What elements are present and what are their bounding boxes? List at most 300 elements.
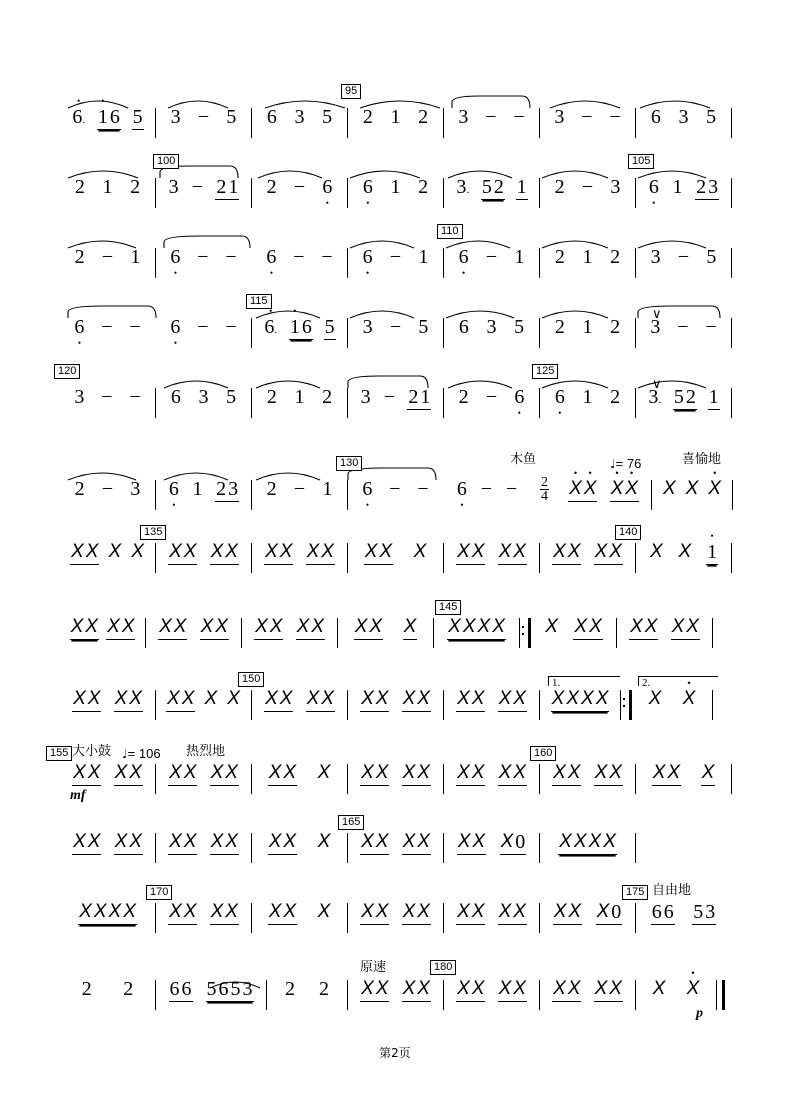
note-group [70, 616, 99, 640]
note: − [581, 176, 594, 198]
measure[interactable] [636, 386, 731, 426]
note-group [200, 616, 229, 640]
note: X [265, 541, 278, 562]
note: X [73, 831, 86, 852]
measure[interactable] [444, 176, 539, 216]
note: X [477, 616, 491, 637]
note-group [158, 616, 187, 640]
note: X [215, 616, 228, 637]
measure[interactable] [156, 176, 251, 216]
note-group [407, 386, 431, 410]
measure[interactable] [636, 246, 731, 286]
note: 5 [706, 246, 717, 268]
measure[interactable] [540, 386, 635, 426]
note: 6 • [361, 478, 373, 500]
measure[interactable] [444, 688, 539, 728]
note-group [354, 616, 383, 640]
note-group [210, 831, 239, 855]
note: − [101, 386, 113, 408]
note: 6 [181, 978, 192, 1000]
note: 2 [610, 246, 621, 268]
note: X [93, 901, 107, 922]
note: X [471, 901, 485, 922]
measure[interactable] [156, 688, 251, 728]
note: − [581, 106, 593, 128]
bar-number: 100 [153, 154, 179, 169]
note: − [129, 316, 141, 338]
music-system [60, 295, 740, 360]
note: 5 [481, 176, 492, 198]
measure[interactable] [60, 901, 155, 941]
music-system [58, 365, 740, 430]
note: 1 [582, 316, 593, 338]
note-group [289, 316, 313, 340]
note: 6 [266, 106, 277, 128]
note-group [210, 541, 239, 565]
measure[interactable] [444, 762, 539, 802]
note: X [87, 762, 101, 783]
bar-number: 130 [336, 456, 362, 471]
note: 6 • [168, 478, 180, 500]
note: X [225, 762, 238, 783]
measure[interactable] [60, 386, 155, 426]
note: − [705, 316, 717, 338]
note: 2 [408, 386, 419, 408]
note: 3 [168, 176, 179, 198]
note: 1 [294, 386, 305, 408]
note-group [70, 541, 99, 565]
measure[interactable] [156, 978, 266, 1018]
measure[interactable] [636, 316, 731, 356]
measure[interactable] [242, 616, 337, 656]
bar-number: 160 [530, 746, 556, 761]
note: X [417, 762, 430, 783]
note: 2 [685, 386, 696, 408]
time-signature-stack [536, 476, 553, 503]
note: X [603, 831, 616, 852]
note: X [457, 901, 470, 922]
measure[interactable] [156, 386, 251, 426]
measure[interactable] [60, 316, 155, 356]
note: X [472, 831, 486, 852]
note: X [568, 901, 582, 922]
note: 3 [170, 106, 181, 128]
note: 3 [294, 106, 305, 128]
note-group [168, 901, 197, 925]
note: X [114, 831, 128, 852]
note: X [85, 616, 98, 637]
note-group [568, 478, 597, 502]
note: X [457, 688, 470, 709]
barline [731, 108, 732, 138]
bar-number: 120 [54, 364, 80, 379]
bar-number: 180 [430, 960, 456, 975]
note-group [447, 616, 506, 640]
music-system [60, 958, 740, 1020]
measure[interactable] [252, 106, 347, 146]
measure[interactable] [252, 176, 347, 216]
note: X [574, 616, 588, 637]
note: X [471, 762, 485, 783]
note: 3. [648, 386, 662, 408]
measure[interactable] [636, 541, 731, 581]
note: − [293, 176, 306, 198]
note: X [553, 901, 567, 922]
note: − [677, 316, 689, 338]
note-group [457, 831, 486, 855]
note: • 6. [71, 106, 86, 131]
music-system [60, 85, 740, 150]
measure[interactable] [636, 901, 731, 941]
note: X [671, 616, 685, 637]
note: X [317, 831, 331, 852]
measure[interactable] [540, 831, 635, 871]
measure[interactable] [156, 831, 251, 871]
note-group [106, 616, 135, 640]
note: 2 [554, 316, 565, 338]
note: 2 [610, 316, 621, 338]
note: − [513, 106, 525, 128]
measure[interactable] [540, 762, 635, 802]
measure[interactable] [252, 316, 347, 356]
note-group [594, 762, 623, 786]
measure[interactable] [540, 978, 635, 1018]
note: X [402, 978, 416, 999]
measure[interactable] [540, 176, 635, 216]
measure[interactable] [636, 106, 731, 146]
music-system [60, 155, 740, 220]
note: X [471, 541, 485, 562]
measure[interactable] [652, 478, 732, 518]
note: X [268, 762, 282, 783]
note: 6 • [321, 176, 333, 198]
note-group [553, 901, 582, 925]
note-group [268, 831, 297, 855]
bar-number: 155 [46, 746, 72, 761]
note: X [210, 762, 224, 783]
note: 6 [650, 106, 661, 128]
note: X [573, 831, 587, 852]
measure[interactable] [531, 616, 616, 656]
note: X [567, 978, 581, 999]
measure[interactable] [348, 688, 443, 728]
tempo-marking [122, 746, 161, 762]
note: X [498, 541, 512, 562]
note-group [72, 831, 101, 855]
measure[interactable] [636, 176, 731, 216]
measure[interactable] [348, 316, 443, 356]
note: − [417, 478, 429, 500]
note: 2 [81, 978, 92, 1000]
note: 5 [226, 386, 237, 408]
measure[interactable] [444, 386, 539, 426]
measure[interactable] [60, 176, 155, 216]
note: X [361, 901, 374, 922]
measure[interactable] [444, 106, 539, 146]
measure[interactable] [348, 541, 443, 581]
measure[interactable] [156, 246, 251, 286]
measure[interactable] [348, 762, 443, 802]
note: 6 • [73, 316, 85, 338]
measure[interactable] [156, 541, 251, 581]
note: X [361, 831, 374, 852]
measure[interactable] [348, 106, 443, 146]
note-group [360, 901, 389, 925]
measure[interactable] [348, 831, 443, 871]
note: X [553, 978, 566, 999]
note: X [498, 901, 512, 922]
measure[interactable] [60, 831, 155, 871]
measure[interactable] [60, 246, 155, 286]
note-group [456, 978, 485, 1002]
note: X [283, 831, 297, 852]
note: − [225, 246, 237, 268]
note: X [311, 616, 324, 637]
measure[interactable] [252, 478, 347, 518]
note: X [114, 688, 128, 709]
measure[interactable] [60, 978, 155, 1018]
note-group [456, 541, 485, 565]
final-barline [716, 980, 725, 1010]
note: − [389, 316, 402, 338]
note: X [662, 478, 676, 499]
note: X [87, 688, 101, 709]
note-group [254, 616, 283, 640]
measure[interactable] [146, 616, 241, 656]
barline [712, 690, 713, 720]
note: − [321, 246, 333, 268]
note: 2 [266, 478, 277, 500]
note: 6 [301, 316, 312, 338]
quarter-note-icon: ♩ [122, 747, 128, 761]
measure[interactable] [444, 541, 539, 581]
barline [731, 903, 732, 933]
measure[interactable] [540, 106, 635, 146]
measure[interactable] [348, 386, 443, 426]
note-group [500, 831, 527, 855]
note: 3. [456, 176, 470, 198]
note: X [457, 762, 470, 783]
barline [731, 388, 732, 418]
measure[interactable] [60, 478, 155, 518]
bar-number: 95 [341, 84, 361, 99]
note: 6 • [648, 176, 660, 198]
note: 1 [420, 386, 431, 408]
note-group [652, 762, 681, 786]
note: X [649, 541, 663, 562]
note: − [677, 246, 690, 268]
note: X [498, 762, 512, 783]
bar-number: 125 [532, 364, 558, 379]
note-group [498, 541, 527, 565]
measure[interactable] [156, 478, 251, 518]
note: − [505, 478, 518, 500]
note: X [685, 478, 699, 499]
note: 1 [228, 176, 239, 198]
measure[interactable] [267, 978, 347, 1018]
measure[interactable] [444, 316, 539, 356]
measure[interactable] [434, 616, 519, 656]
measure[interactable] [556, 478, 651, 518]
note: X [183, 831, 197, 852]
note: − [197, 246, 209, 268]
note: 3 [198, 386, 209, 408]
measure[interactable] [156, 762, 251, 802]
measure[interactable] [252, 541, 347, 581]
measure[interactable] [632, 688, 712, 728]
breath-mark: ∨ [652, 376, 662, 391]
bar-number: 170 [146, 885, 172, 900]
note: X [551, 688, 565, 709]
note-group [364, 541, 393, 565]
note: X [686, 616, 699, 637]
note: 3 [130, 478, 141, 500]
measure[interactable] [338, 616, 433, 656]
measure-row [60, 901, 740, 941]
note: X [596, 901, 610, 922]
note: 3 [708, 176, 719, 198]
note: X [513, 688, 526, 709]
measure[interactable] [348, 478, 443, 518]
note: X [361, 762, 374, 783]
measure[interactable] [252, 688, 347, 728]
note: X [417, 901, 430, 922]
note: 3 [458, 106, 469, 128]
note: − [485, 106, 497, 128]
note-group [402, 762, 431, 786]
note-group [114, 762, 143, 786]
note: • X [583, 478, 598, 500]
time-signature-denominator: 4 [541, 489, 548, 504]
measure[interactable] [348, 901, 443, 941]
measure[interactable] [348, 246, 443, 286]
note: 1 [192, 478, 203, 500]
note: 6 • [554, 386, 566, 408]
note: 5 [132, 106, 143, 128]
barline [731, 318, 732, 348]
measure[interactable] [252, 762, 347, 802]
measure[interactable] [540, 541, 635, 581]
note: X [108, 901, 122, 922]
note: 5 [230, 978, 241, 1000]
note: 2 [322, 386, 333, 408]
bar-number: 110 [437, 224, 463, 239]
measure[interactable] [617, 616, 712, 656]
note-group [72, 762, 101, 786]
music-system [60, 672, 740, 734]
note: X [594, 762, 608, 783]
note: X [402, 762, 416, 783]
note: 2 [554, 176, 565, 198]
note: 6 • [362, 176, 374, 198]
note: X [169, 541, 182, 562]
note: X [566, 688, 579, 709]
note: X [567, 541, 581, 562]
measure[interactable] [636, 762, 731, 802]
measure[interactable] [60, 616, 145, 656]
measure[interactable] [156, 316, 251, 356]
note: 2 [418, 176, 429, 198]
note: 2 [418, 106, 429, 128]
measure-row [60, 386, 740, 426]
volta-bracket-2 [638, 676, 718, 689]
note: X [181, 688, 195, 709]
measure[interactable] [540, 901, 635, 941]
measure[interactable] [60, 762, 155, 802]
measure[interactable] [156, 901, 251, 941]
measure-row [60, 616, 740, 656]
note: X [210, 901, 224, 922]
measure[interactable] [444, 978, 539, 1018]
measure[interactable] [444, 831, 539, 871]
note: X [594, 978, 608, 999]
measure[interactable] [540, 316, 635, 356]
measure[interactable] [444, 901, 539, 941]
measure[interactable] [444, 246, 539, 286]
note: X [595, 688, 609, 709]
measure[interactable] [252, 386, 347, 426]
note-group [306, 688, 335, 712]
measure[interactable] [540, 246, 635, 286]
note-group [78, 901, 137, 925]
measure[interactable] [156, 106, 251, 146]
note: − [197, 316, 209, 338]
note-group [166, 688, 195, 712]
note: • X [568, 478, 583, 500]
note: X [268, 901, 282, 922]
measure[interactable] [348, 176, 443, 216]
measure[interactable] [444, 478, 530, 518]
note: X [129, 831, 142, 852]
note: X [457, 541, 470, 562]
note-group [268, 901, 297, 925]
note: • X [610, 478, 625, 500]
note: 6 [663, 901, 674, 923]
music-system [60, 225, 740, 290]
measure-row [60, 475, 740, 518]
note-group [596, 901, 623, 925]
measure[interactable] [348, 978, 443, 1018]
measure[interactable] [252, 901, 347, 941]
note: − [485, 386, 498, 408]
note: 1 [514, 246, 525, 268]
note: • X [707, 478, 722, 500]
note: 5 [673, 386, 684, 408]
quarter-note-icon: ♩ [610, 457, 616, 471]
note-group [498, 978, 527, 1002]
note: − [101, 246, 114, 268]
instrument-daxiaogu-label: 大小鼓 [72, 744, 112, 759]
measure[interactable] [252, 831, 347, 871]
note-group [402, 978, 431, 1002]
bar-number: 175 [622, 885, 648, 900]
measure[interactable] [60, 106, 155, 146]
measure[interactable] [60, 541, 155, 581]
measure[interactable] [636, 978, 716, 1018]
note: • 1 [706, 541, 718, 565]
note-group [456, 901, 485, 925]
note-group [210, 762, 239, 786]
measure[interactable] [252, 246, 347, 286]
note: X [375, 831, 389, 852]
note: X [321, 541, 334, 562]
note-group [498, 762, 527, 786]
note: X [71, 541, 84, 562]
measure[interactable] [60, 688, 155, 728]
note: X [364, 541, 378, 562]
measure[interactable] [540, 688, 620, 728]
note-group [552, 541, 581, 565]
